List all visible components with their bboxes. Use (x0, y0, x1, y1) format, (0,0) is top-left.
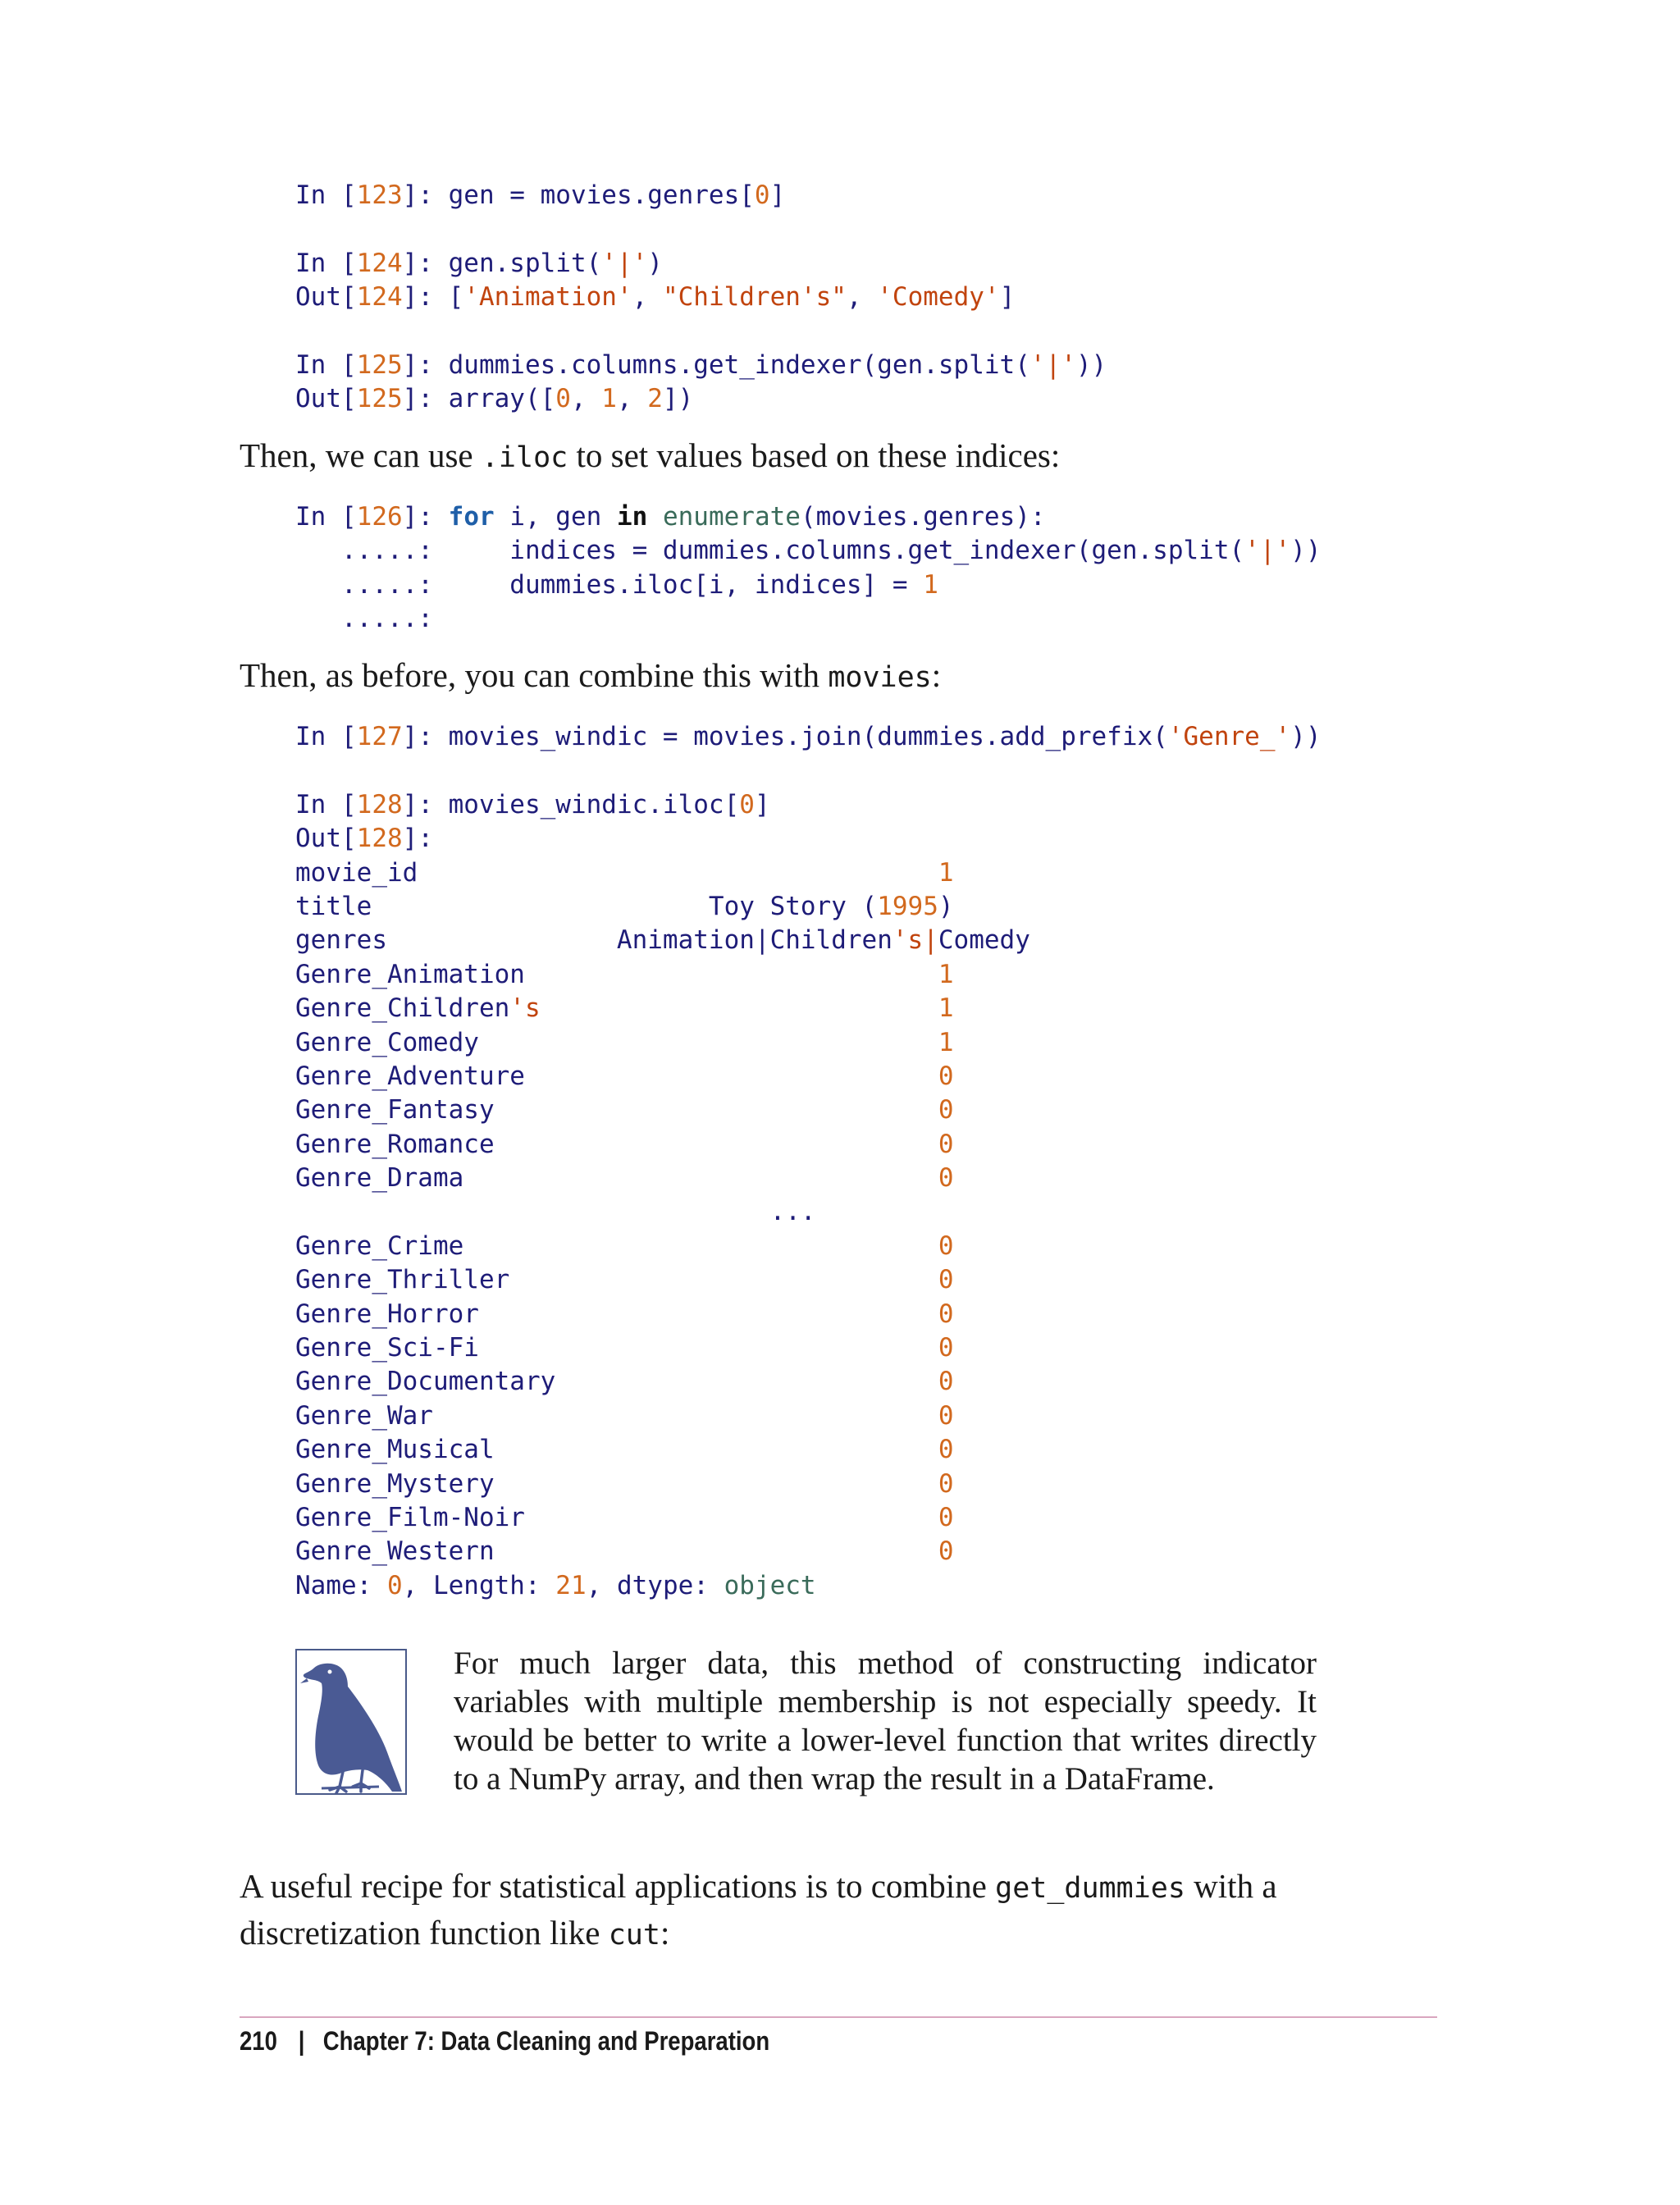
code-line-blank (295, 754, 1321, 788)
series-row: Genre_Documentary 0 (295, 1367, 954, 1397)
paragraph-text: with a discretization function like (240, 1867, 1277, 1952)
inline-code: get_dummies (995, 1872, 1185, 1905)
series-row: genres Animation|Children's|Comedy (295, 925, 1030, 956)
code-line: Out[124]: ['Animation', "Children's", 'Comedy'] (295, 282, 1016, 313)
code-line: .....: indices = dummies.columns.get_indexer(gen.split('|')) (295, 536, 1322, 566)
footer-separator: | (298, 2026, 305, 2056)
paragraph-text: : (931, 656, 942, 694)
series-row: Genre_Mystery 0 (295, 1468, 954, 1499)
series-row: Genre_Comedy 1 (295, 1027, 954, 1057)
series-row: Genre_Horror 0 (295, 1299, 954, 1329)
bird-icon-graphic (297, 1650, 405, 1793)
code-line: .....: (295, 604, 433, 634)
paragraph-combine (240, 653, 1437, 700)
series-row: Genre_Animation 1 (295, 959, 954, 989)
code-line: In [123]: gen = movies.genres[0] (295, 180, 786, 210)
code-line-blank (295, 315, 1107, 349)
series-row: Genre_War 0 (295, 1400, 954, 1431)
paragraph-text: to set values based on these indices: (568, 436, 1061, 474)
footer-rule (240, 2016, 1437, 2018)
paragraph-text: Then, we can use (240, 436, 482, 474)
series-row: Genre_Musical 0 (295, 1435, 954, 1465)
code-block-2 (295, 500, 1321, 637)
paragraph-recipe (240, 1864, 1437, 1957)
code-line: In [126]: for i, gen in enumerate(movies.genres): (295, 502, 1046, 532)
series-row: Genre_Thriller 0 (295, 1265, 954, 1295)
series-row: Genre_Film-Noir 0 (295, 1502, 954, 1532)
page-footer (240, 2026, 769, 2057)
code-line: Out[125]: array([0, 1, 2]) (295, 384, 694, 414)
chapter-title: Chapter 7: Data Cleaning and Preparation (322, 2026, 770, 2056)
code-block-1 (295, 179, 1107, 417)
code-block-3 (295, 720, 1321, 1603)
code-line-blank (295, 212, 1107, 246)
series-row: movie_id 1 (295, 857, 954, 888)
series-row: Genre_Western 0 (295, 1536, 954, 1567)
code-line: In [124]: gen.split('|') (295, 248, 663, 278)
note-text: For much larger data, this method of constructing indicator variables with multiple membership is not especially speedy. It would be better to write a lower-level function that writes directly to a NumPy array, and then wrap the result in a DataFrame. (454, 1646, 1317, 1796)
inline-code: .iloc (481, 441, 568, 474)
series-row: Genre_Children's 1 (295, 993, 954, 1024)
series-row: title Toy Story (1995) (295, 891, 954, 921)
code-line: .....: dummies.iloc[i, indices] = 1 (295, 569, 938, 600)
inline-code: cut (608, 1919, 660, 1952)
code-line: In [127]: movies_windic = movies.join(dummies.add_prefix('Genre_')) (295, 722, 1322, 751)
page-number: 210 (240, 2026, 277, 2056)
paragraph-text: A useful recipe for statistical applications is to combine (240, 1867, 996, 1905)
paragraph-text: : (660, 1914, 670, 1952)
series-row: Genre_Drama 0 (295, 1163, 954, 1194)
series-row: Genre_Romance 0 (295, 1129, 954, 1159)
series-ellipsis: ... (295, 1197, 816, 1227)
series-row: Genre_Fantasy 0 (295, 1095, 954, 1125)
paragraph-iloc (240, 433, 1437, 480)
series-row: Genre_Sci-Fi 0 (295, 1333, 954, 1363)
paragraph-text: Then, as before, you can combine this with (240, 656, 829, 694)
code-line: Out[128]: (295, 824, 433, 854)
series-row: Genre_Crime 0 (295, 1230, 954, 1261)
series-row: Genre_Adventure 0 (295, 1061, 954, 1091)
bird-icon (295, 1649, 407, 1795)
code-line: In [125]: dummies.columns.get_indexer(gen.split('|')) (295, 349, 1107, 380)
inline-code: movies (828, 661, 932, 694)
series-footer: Name: 0, Length: 21, dtype: object (295, 1570, 816, 1600)
code-line: In [128]: movies_windic.iloc[0] (295, 789, 770, 819)
